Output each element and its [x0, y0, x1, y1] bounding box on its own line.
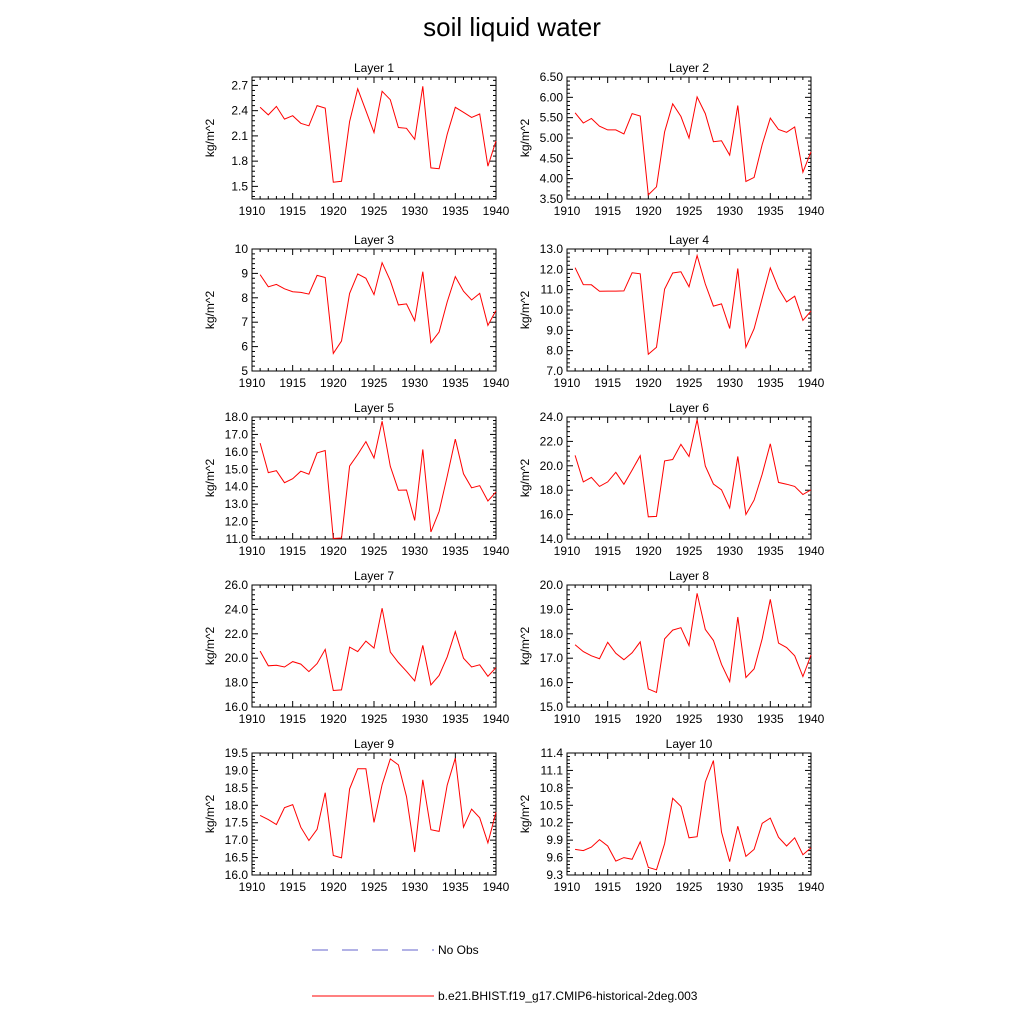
panel-4-xtick-label: 1930	[716, 376, 744, 390]
panel-2-xtick-label: 1915	[594, 204, 622, 218]
panel-4-frame	[567, 249, 811, 371]
panel-2-xtick-label: 1930	[716, 204, 744, 218]
panel-3-xtick-label: 1935	[441, 376, 469, 390]
panel-4-ytick-label: 13.0	[539, 242, 563, 256]
panel-10-xtick-label: 1920	[634, 880, 662, 894]
panel-6-ytick-label: 20.0	[539, 458, 563, 473]
panel-9-ylabel: kg/m^2	[203, 794, 217, 834]
panel-6-ytick-label: 24.0	[539, 410, 563, 424]
panel-2-ytick-label: 6.50	[539, 70, 563, 84]
panel-9-xtick-label: 1935	[441, 880, 469, 894]
panel-8-title: Layer 8	[668, 569, 710, 583]
panel-4-xtick-label: 1910	[553, 376, 581, 390]
panel-2-ytick-label: 5.50	[539, 110, 563, 125]
panel-8-xtick-label: 1940	[797, 712, 825, 726]
panel-3-ytick-label: 5	[241, 364, 248, 378]
panel-9-ytick-label: 16.0	[224, 868, 248, 882]
panel-3-title: Layer 3	[353, 233, 395, 247]
panel-5-xtick-label: 1920	[319, 544, 347, 558]
panel-4-ytick-label: 10.0	[539, 303, 563, 317]
panel-9-xtick-label: 1910	[238, 880, 266, 894]
panel-3-frame	[252, 249, 496, 371]
panel-5-frame	[252, 417, 496, 539]
panel-7-ytick-label: 22.0	[224, 626, 248, 641]
panel-5-xtick-label: 1925	[360, 544, 388, 558]
panel-10-ytick-label: 10.2	[539, 815, 563, 830]
panel-8-xtick-label: 1925	[675, 712, 703, 726]
panel-8-ytick-label: 19.0	[539, 602, 563, 617]
panel-5-xtick-label: 1935	[441, 544, 469, 558]
panel-2-title: Layer 2	[668, 61, 710, 75]
panel-6-xtick-label: 1935	[756, 544, 784, 558]
panel-3-xtick-label: 1920	[319, 376, 347, 390]
panel-1-ytick-label: 1.5	[231, 179, 248, 194]
panel-8-ytick-label: 18.0	[539, 626, 563, 641]
panel-9-ytick-label: 18.0	[224, 798, 248, 813]
panel-10-ytick-label: 11.4	[540, 746, 563, 760]
panel-10-ylabel: kg/m^2	[518, 794, 532, 834]
panel-1-ytick-label: 2.7	[231, 78, 248, 93]
panel-10-ytick-label: 9.3	[546, 868, 563, 882]
panel-7-xtick-label: 1930	[401, 712, 429, 726]
panel-10-ytick-label: 10.5	[539, 798, 563, 813]
panel-6-series-line	[575, 420, 811, 517]
panel-10-frame	[567, 753, 811, 875]
panel-8-series-line	[575, 593, 811, 692]
panel-5-ytick-label: 14.0	[224, 479, 248, 494]
panel-3-xtick-label: 1910	[238, 376, 266, 390]
panel-6-xtick-label: 1930	[716, 544, 744, 558]
panel-5-xtick-label: 1940	[482, 544, 510, 558]
panel-9-frame	[252, 753, 496, 875]
panel-7-series-line	[260, 608, 496, 690]
panel-3-ytick-label: 7	[241, 315, 248, 330]
panel-4-xtick-label: 1925	[675, 376, 703, 390]
panel-3-ylabel: kg/m^2	[203, 290, 217, 330]
panel-8-ytick-label: 17.0	[539, 651, 563, 666]
panel-6-title: Layer 6	[668, 401, 710, 415]
panel-5-ytick-label: 15.0	[224, 462, 248, 477]
panel-9-xtick-label: 1925	[360, 880, 388, 894]
panel-10-xtick-label: 1935	[756, 880, 784, 894]
panel-9-ytick-label: 17.5	[224, 815, 248, 830]
panel-2-ytick-label: 6.00	[539, 90, 563, 105]
panel-10-xtick-label: 1940	[797, 880, 825, 894]
panel-1-xtick-label: 1930	[401, 204, 429, 218]
panel-3-xtick-label: 1940	[482, 376, 510, 390]
panel-1-series-line	[260, 86, 496, 182]
panel-10-ytick-label: 9.9	[546, 833, 563, 848]
panel-2-xtick-label: 1910	[553, 204, 581, 218]
panel-4-ylabel: kg/m^2	[518, 290, 532, 330]
panel-4-ytick-label: 7.0	[546, 364, 563, 378]
panel-1-xtick-label: 1940	[482, 204, 510, 218]
panel-7-ytick-label: 16.0	[224, 700, 248, 714]
panel-10-title: Layer 10	[665, 737, 713, 751]
panel-7-xtick-label: 1920	[319, 712, 347, 726]
panel-9-xtick-label: 1915	[279, 880, 307, 894]
panel-7-xtick-label: 1925	[360, 712, 388, 726]
panel-5-xtick-label: 1930	[401, 544, 429, 558]
panel-3-series-line	[260, 263, 496, 354]
panel-5-ylabel: kg/m^2	[203, 458, 217, 498]
panel-10-series-line	[575, 761, 811, 870]
panel-9-ytick-label: 16.5	[224, 850, 248, 865]
panel-4-xtick-label: 1935	[756, 376, 784, 390]
panel-10-xtick-label: 1910	[553, 880, 581, 894]
legend-model-label: b.e21.BHIST.f19_g17.CMIP6-historical-2deg.003	[438, 989, 698, 1003]
panel-7-xtick-label: 1935	[441, 712, 469, 726]
panel-1-ytick-label: 2.4	[231, 103, 248, 118]
panel-1-ytick-label: 2.1	[231, 128, 248, 143]
panel-1-ytick-label: 1.8	[231, 154, 248, 169]
panel-4-ytick-label: 9.0	[546, 323, 563, 338]
panel-2-xtick-label: 1925	[675, 204, 703, 218]
panel-2-ytick-label: 5.00	[539, 131, 563, 145]
panel-4-xtick-label: 1915	[594, 376, 622, 390]
panel-3-xtick-label: 1915	[279, 376, 307, 390]
panel-2-xtick-label: 1940	[797, 204, 825, 218]
panel-9-ytick-label: 19.5	[224, 746, 248, 760]
panel-5-ytick-label: 18.0	[224, 410, 248, 424]
panel-10-xtick-label: 1915	[594, 880, 622, 894]
panel-1-xtick-label: 1910	[238, 204, 266, 218]
panel-3-ytick-label: 8	[241, 290, 248, 305]
panel-10-xtick-label: 1925	[675, 880, 703, 894]
panel-8-xtick-label: 1920	[634, 712, 662, 726]
panel-10-xtick-label: 1930	[716, 880, 744, 894]
panel-4-title: Layer 4	[668, 233, 710, 247]
panel-6-ylabel: kg/m^2	[518, 458, 532, 498]
panel-6-ytick-label: 16.0	[539, 507, 563, 522]
panel-9-title: Layer 9	[353, 737, 395, 751]
panel-8-xtick-label: 1915	[594, 712, 622, 726]
panel-8-ylabel: kg/m^2	[518, 626, 532, 666]
panel-2-series-line	[575, 97, 811, 195]
panel-7-ytick-label: 26.0	[224, 578, 248, 592]
panel-3-ytick-label: 6	[241, 339, 248, 354]
panel-6-xtick-label: 1915	[594, 544, 622, 558]
panel-7-xtick-label: 1940	[482, 712, 510, 726]
panel-6-frame	[567, 417, 811, 539]
panel-1-title: Layer 1	[353, 61, 395, 75]
panel-9-xtick-label: 1920	[319, 880, 347, 894]
panel-7-ylabel: kg/m^2	[203, 626, 217, 666]
panel-1-xtick-label: 1915	[279, 204, 307, 218]
panel-6-xtick-label: 1910	[553, 544, 581, 558]
panel-2-ytick-label: 4.50	[539, 151, 563, 166]
panel-8-xtick-label: 1935	[756, 712, 784, 726]
panel-1-ylabel: kg/m^2	[203, 118, 217, 158]
panel-2-ytick-label: 3.50	[539, 192, 563, 206]
panel-6-xtick-label: 1925	[675, 544, 703, 558]
panel-9-xtick-label: 1930	[401, 880, 429, 894]
panel-5-ytick-label: 12.0	[224, 514, 248, 529]
panel-5-xtick-label: 1915	[279, 544, 307, 558]
panel-4-xtick-label: 1940	[797, 376, 825, 390]
panel-6-xtick-label: 1940	[797, 544, 825, 558]
panel-7-ytick-label: 20.0	[224, 651, 248, 666]
panel-7-ytick-label: 18.0	[224, 675, 248, 690]
panel-7-xtick-label: 1915	[279, 712, 307, 726]
panel-6-ytick-label: 18.0	[539, 483, 563, 498]
figure-title: soil liquid water	[423, 12, 601, 42]
panel-10-ytick-label: 9.6	[546, 850, 563, 865]
panel-3-xtick-label: 1930	[401, 376, 429, 390]
panel-5-ytick-label: 13.0	[224, 497, 248, 512]
panel-2-xtick-label: 1935	[756, 204, 784, 218]
panel-5-series-line	[260, 421, 496, 538]
panel-8-xtick-label: 1930	[716, 712, 744, 726]
panel-8-ytick-label: 20.0	[539, 578, 563, 592]
panel-8-ytick-label: 16.0	[539, 675, 563, 690]
panel-1-xtick-label: 1935	[441, 204, 469, 218]
panel-6-xtick-label: 1920	[634, 544, 662, 558]
panel-3-xtick-label: 1925	[360, 376, 388, 390]
panel-9-series-line	[260, 758, 496, 858]
panel-6-ytick-label: 14.0	[539, 532, 563, 546]
panel-7-xtick-label: 1910	[238, 712, 266, 726]
panel-1-xtick-label: 1920	[319, 204, 347, 218]
panel-9-xtick-label: 1940	[482, 880, 510, 894]
panel-4-xtick-label: 1920	[634, 376, 662, 390]
panel-2-xtick-label: 1920	[634, 204, 662, 218]
panel-7-ytick-label: 24.0	[224, 602, 248, 617]
panel-1-frame	[252, 77, 496, 199]
panel-5-ytick-label: 17.0	[224, 427, 248, 442]
panel-6-ytick-label: 22.0	[539, 434, 563, 449]
panel-7-title: Layer 7	[353, 569, 395, 583]
panel-1-xtick-label: 1925	[360, 204, 388, 218]
panel-9-ytick-label: 18.5	[224, 780, 248, 795]
panel-3-ytick-label: 9	[241, 266, 248, 281]
panel-4-ytick-label: 12.0	[539, 262, 563, 277]
legend-no-obs-label: No Obs	[438, 943, 479, 957]
panel-9-ytick-label: 19.0	[224, 763, 248, 778]
panel-5-title: Layer 5	[353, 401, 395, 415]
panel-5-ytick-label: 11.0	[225, 532, 248, 546]
panel-5-ytick-label: 16.0	[224, 444, 248, 459]
panel-2-ylabel: kg/m^2	[518, 118, 532, 158]
panel-8-xtick-label: 1910	[553, 712, 581, 726]
panel-5-xtick-label: 1910	[238, 544, 266, 558]
panel-4-series-line	[575, 256, 811, 355]
panel-9-ytick-label: 17.0	[224, 833, 248, 848]
panel-4-ytick-label: 8.0	[546, 343, 563, 358]
panel-2-ytick-label: 4.00	[539, 171, 563, 186]
panel-10-ytick-label: 11.1	[540, 763, 563, 778]
panel-4-ytick-label: 11.0	[540, 282, 563, 297]
panel-3-ytick-label: 10	[234, 242, 248, 256]
panel-10-ytick-label: 10.8	[539, 780, 563, 795]
panel-8-ytick-label: 15.0	[539, 700, 563, 714]
